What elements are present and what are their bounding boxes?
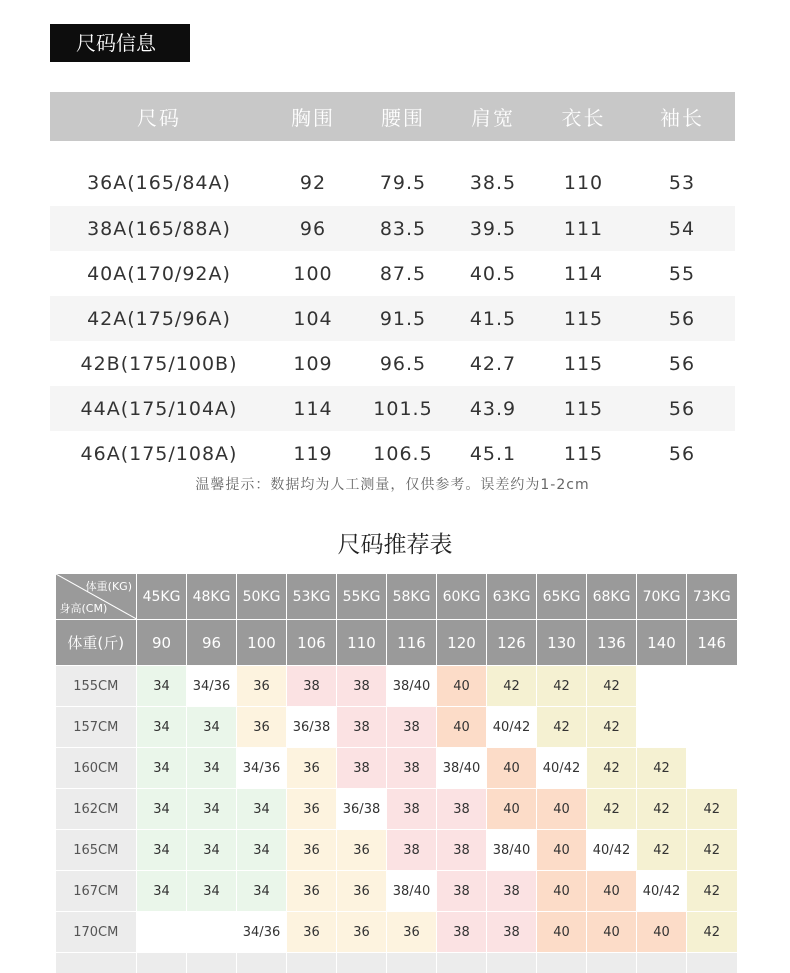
recommended-size-cell: 36/38: [337, 789, 387, 830]
recommended-size-cell: 38: [287, 666, 337, 707]
recommended-size-cell: 38: [437, 789, 487, 830]
table-row: [50, 251, 735, 296]
recommended-size-cell: 34: [187, 871, 237, 912]
measurement-cell: 104: [268, 296, 358, 341]
measurement-cell: 38.5: [448, 141, 538, 206]
measurement-cell: 53: [629, 141, 735, 206]
height-label-cell: 170CM: [56, 912, 137, 953]
table-row: [50, 431, 735, 476]
recommended-size-cell: 40: [487, 789, 537, 830]
measurement-cell: 54: [629, 206, 735, 251]
recommended-size-cell: 42: [587, 748, 637, 789]
table-row: [50, 296, 735, 341]
weight-jin-label: 体重(斤): [56, 620, 137, 666]
recommended-size-cell: 38: [487, 912, 537, 953]
weight-jin-header: 126: [487, 620, 537, 666]
recommended-size-cell: 36: [287, 871, 337, 912]
recommended-size-cell: 38: [387, 707, 437, 748]
table-row: [50, 386, 735, 431]
measurement-cell: 55: [629, 251, 735, 296]
recommended-size-cell: [637, 666, 687, 707]
recommended-size-cell: 38/40: [387, 666, 437, 707]
size-column-header: 肩宽: [448, 92, 538, 141]
recommended-size-cell: 36: [337, 912, 387, 953]
measurement-cell: 115: [538, 341, 629, 386]
weight-kg-header: 58KG: [387, 574, 437, 620]
size-label-cell: 42B(175/100B): [50, 341, 268, 386]
recommended-size-cell: 42: [587, 666, 637, 707]
measurement-cell: 115: [538, 386, 629, 431]
weight-jin-header: 110: [337, 620, 387, 666]
measurement-cell: 42.7: [448, 341, 538, 386]
weight-jin-header: 146: [687, 620, 737, 666]
weight-kg-header: 63KG: [487, 574, 537, 620]
weight-kg-header: 60KG: [437, 574, 487, 620]
recommended-size-cell: [687, 666, 737, 707]
measurement-cell: 100: [268, 251, 358, 296]
recommended-size-cell: 40/42: [537, 748, 587, 789]
recommended-size-cell: 42: [537, 666, 587, 707]
weight-jin-header: 106: [287, 620, 337, 666]
recommended-size-cell: [187, 912, 237, 953]
recommended-size-cell: 36: [237, 666, 287, 707]
recommended-size-cell: 34: [137, 789, 187, 830]
recommended-size-cell: 40/42: [487, 707, 537, 748]
recommended-size-cell: 38/40: [487, 830, 537, 871]
weight-jin-header: 96: [187, 620, 237, 666]
recommended-size-cell: 40: [587, 912, 637, 953]
recommended-size-cell: 40/42: [587, 830, 637, 871]
measurement-cell: 91.5: [358, 296, 448, 341]
recommended-size-cell: 34: [187, 789, 237, 830]
weight-jin-header: 140: [637, 620, 687, 666]
recommended-size-cell: 42: [637, 748, 687, 789]
measurement-note: 温馨提示：数据均为人工测量，仅供参考。误差约为1-2cm: [50, 474, 735, 494]
measurement-cell: 43.9: [448, 386, 538, 431]
recommended-size-cell: 38: [337, 666, 387, 707]
recommended-size-cell: 34/36: [187, 666, 237, 707]
recommended-size-cell: [637, 707, 687, 748]
section-label: 尺码信息: [50, 24, 190, 62]
measurement-cell: 45.1: [448, 431, 538, 476]
weight-kg-header-row: [56, 574, 737, 620]
recommended-size-cell: 34: [187, 748, 237, 789]
table-row: [50, 341, 735, 386]
size-column-header: 衣长: [538, 92, 629, 141]
corner-weight-label: 体重(KG): [86, 578, 132, 594]
recommended-size-cell: 38: [437, 871, 487, 912]
recommended-size-cell: 38/40: [387, 871, 437, 912]
measurement-cell: 41.5: [448, 296, 538, 341]
measurement-cell: 56: [629, 296, 735, 341]
recommended-size-cell: 34: [237, 789, 287, 830]
weight-jin-header: 136: [587, 620, 637, 666]
recommended-size-cell: 42: [687, 912, 737, 953]
recommended-size-cell: [687, 707, 737, 748]
recommended-size-cell: 38: [487, 871, 537, 912]
recommended-size-cell: 42: [637, 789, 687, 830]
recommended-size-cell: 42: [687, 871, 737, 912]
size-column-header: 胸围: [268, 92, 358, 141]
height-label-cell: 167CM: [56, 871, 137, 912]
weight-kg-header: 70KG: [637, 574, 687, 620]
size-label-cell: 40A(170/92A): [50, 251, 268, 296]
recommended-size-cell: 38: [437, 912, 487, 953]
size-label-cell: 44A(175/104A): [50, 386, 268, 431]
size-label-cell: 42A(175/96A): [50, 296, 268, 341]
weight-kg-header: 50KG: [237, 574, 287, 620]
recommended-size-cell: 34: [137, 748, 187, 789]
weight-kg-header: 65KG: [537, 574, 587, 620]
table-row: [50, 141, 735, 206]
recommended-size-cell: 40: [587, 871, 637, 912]
recommended-size-cell: 36: [337, 871, 387, 912]
size-table-header: [50, 92, 735, 141]
weight-jin-header: 120: [437, 620, 487, 666]
measurement-cell: 110: [538, 141, 629, 206]
weight-jin-header-row: [56, 620, 737, 666]
table-row: [56, 830, 737, 871]
recommended-size-cell: 34: [137, 830, 187, 871]
weight-jin-header: 116: [387, 620, 437, 666]
measurement-cell: 92: [268, 141, 358, 206]
table-row: [50, 206, 735, 251]
recommended-size-cell: [137, 912, 187, 953]
recommended-size-cell: 34: [237, 871, 287, 912]
recommended-size-cell: 42: [587, 789, 637, 830]
size-label-cell: 36A(165/84A): [50, 141, 268, 206]
measurement-cell: 56: [629, 341, 735, 386]
recommended-size-cell: 34: [137, 707, 187, 748]
measurement-cell: 101.5: [358, 386, 448, 431]
recommended-size-cell: 36: [287, 789, 337, 830]
height-label-cell: 160CM: [56, 748, 137, 789]
size-recommendation-table: [55, 574, 737, 973]
recommended-size-cell: 34: [137, 871, 187, 912]
recommended-size-cell: 40: [537, 789, 587, 830]
measurement-cell: 115: [538, 431, 629, 476]
height-label-cell: 157CM: [56, 707, 137, 748]
size-column-header: 腰围: [358, 92, 448, 141]
measurement-cell: 83.5: [358, 206, 448, 251]
recommended-size-cell: 34: [187, 707, 237, 748]
recommended-size-cell: 38: [387, 748, 437, 789]
recommended-size-cell: 38: [337, 707, 387, 748]
recommended-size-cell: 36: [387, 912, 437, 953]
recommended-size-cell: 40: [537, 830, 587, 871]
recommended-size-cell: 38: [437, 830, 487, 871]
measurement-cell: 111: [538, 206, 629, 251]
weight-kg-header: 73KG: [687, 574, 737, 620]
weight-jin-header: 90: [137, 620, 187, 666]
weight-kg-header: 53KG: [287, 574, 337, 620]
recommended-size-cell: 42: [537, 707, 587, 748]
measurement-cell: 109: [268, 341, 358, 386]
recommended-size-cell: 38: [387, 830, 437, 871]
recommended-size-cell: 34: [187, 830, 237, 871]
height-label-cell: 162CM: [56, 789, 137, 830]
weight-jin-header: 100: [237, 620, 287, 666]
recommended-size-cell: 36: [287, 748, 337, 789]
recommended-size-cell: [687, 748, 737, 789]
recommended-size-cell: 38: [387, 789, 437, 830]
height-label-cell: 155CM: [56, 666, 137, 707]
weight-kg-header: 45KG: [137, 574, 187, 620]
recommended-size-cell: 40/42: [637, 871, 687, 912]
recommended-size-cell: 40: [637, 912, 687, 953]
measurement-cell: 56: [629, 386, 735, 431]
weight-jin-header: 130: [537, 620, 587, 666]
recommended-size-cell: 42: [487, 666, 537, 707]
measurement-cell: 114: [268, 386, 358, 431]
size-info-table: [50, 92, 735, 476]
recommended-size-cell: 34/36: [237, 912, 287, 953]
table-row: [56, 871, 737, 912]
recommended-size-cell: 38/40: [437, 748, 487, 789]
measurement-cell: 79.5: [358, 141, 448, 206]
recommended-size-cell: 40: [487, 748, 537, 789]
recommended-size-cell: 42: [687, 789, 737, 830]
measurement-cell: 119: [268, 431, 358, 476]
recommended-size-cell: 34: [137, 666, 187, 707]
recommended-size-cell: 36: [287, 912, 337, 953]
measurement-cell: 40.5: [448, 251, 538, 296]
weight-kg-header: 68KG: [587, 574, 637, 620]
recommended-size-cell: 40: [537, 912, 587, 953]
table-row: [56, 707, 737, 748]
recommended-size-cell: 38: [337, 748, 387, 789]
size-label-cell: 38A(165/88A): [50, 206, 268, 251]
table-row: [56, 666, 737, 707]
measurement-cell: 96.5: [358, 341, 448, 386]
measurement-cell: 106.5: [358, 431, 448, 476]
height-label-cell: 165CM: [56, 830, 137, 871]
table-row: [56, 912, 737, 953]
size-column-header: 尺码: [50, 92, 268, 141]
recommended-size-cell: 40: [537, 871, 587, 912]
measurement-cell: 39.5: [448, 206, 538, 251]
recommended-size-cell: 36: [337, 830, 387, 871]
corner-height-label: 身高(CM): [60, 600, 108, 616]
recommended-size-cell: 42: [587, 707, 637, 748]
recommended-size-cell: 40: [437, 707, 487, 748]
measurement-cell: 114: [538, 251, 629, 296]
table-corner-header: [56, 574, 137, 620]
recommended-size-cell: 42: [637, 830, 687, 871]
measurement-cell: 115: [538, 296, 629, 341]
table-row: [56, 789, 737, 830]
recommended-size-cell: 42: [687, 830, 737, 871]
recommended-size-cell: 40: [437, 666, 487, 707]
weight-kg-header: 48KG: [187, 574, 237, 620]
size-column-header: 袖长: [629, 92, 735, 141]
measurement-cell: 87.5: [358, 251, 448, 296]
measurement-cell: 56: [629, 431, 735, 476]
size-label-cell: 46A(175/108A): [50, 431, 268, 476]
recommendation-title: 尺码推荐表: [0, 526, 790, 559]
table-row: [56, 748, 737, 789]
recommended-size-cell: 36: [237, 707, 287, 748]
recommended-size-cell: 36: [287, 830, 337, 871]
measurement-cell: 96: [268, 206, 358, 251]
recommended-size-cell: 36/38: [287, 707, 337, 748]
recommended-size-cell: 34: [237, 830, 287, 871]
weight-kg-header: 55KG: [337, 574, 387, 620]
recommended-size-cell: 34/36: [237, 748, 287, 789]
